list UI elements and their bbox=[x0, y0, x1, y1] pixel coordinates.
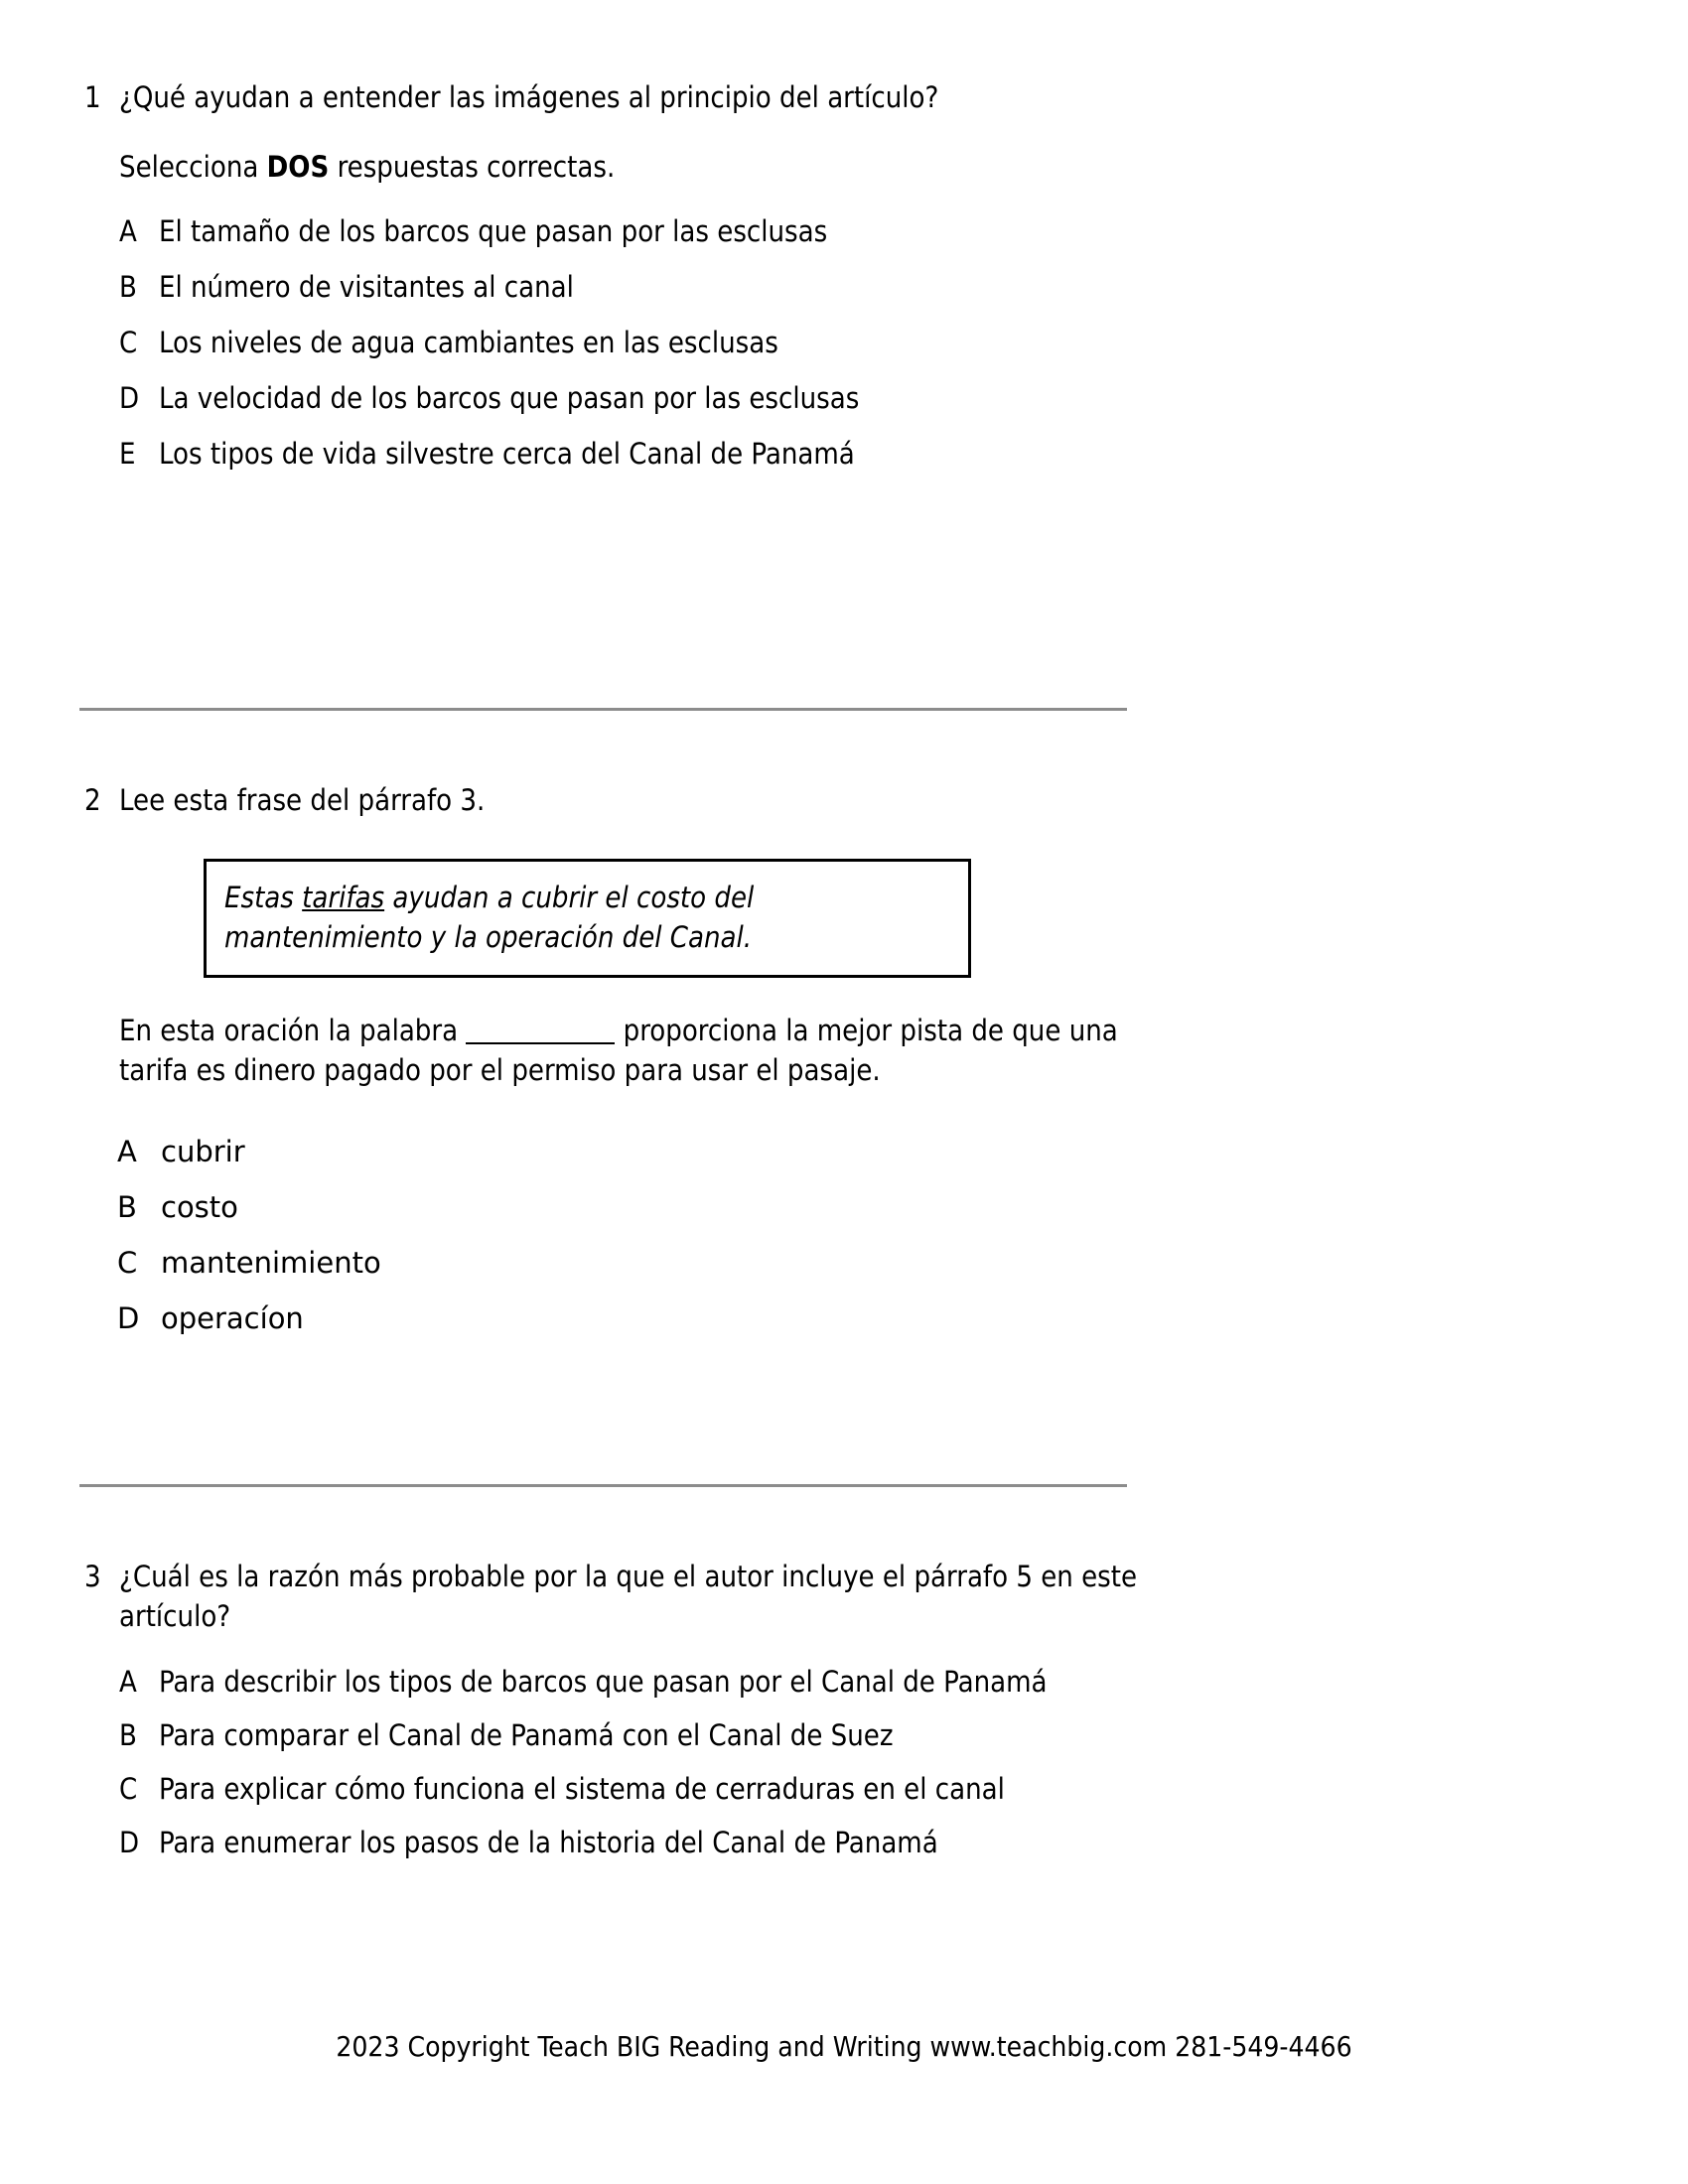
quote-text-before: Estas bbox=[224, 881, 303, 914]
quote-box bbox=[204, 859, 971, 978]
option-2c[interactable] bbox=[0, 1243, 1688, 1283]
option-3c-text: Para explicar cómo funciona el sistema de cerraduras en el canal bbox=[159, 1772, 1005, 1806]
answer-blank[interactable] bbox=[466, 1042, 615, 1044]
question-2-stem-row bbox=[0, 780, 1688, 820]
question-1-instruction bbox=[0, 147, 1688, 187]
option-3a[interactable] bbox=[0, 1662, 1688, 1702]
option-1a[interactable] bbox=[0, 211, 1688, 251]
option-2a-text: cubrir bbox=[161, 1135, 245, 1168]
option-2d-text: operacíon bbox=[161, 1301, 304, 1335]
option-1a-text: El tamaño de los barcos que pasan por las esclusas bbox=[159, 214, 828, 248]
option-3c[interactable] bbox=[0, 1769, 1688, 1809]
question-2-options bbox=[0, 1132, 1688, 1338]
option-1c[interactable] bbox=[0, 323, 1688, 362]
option-2d-letter: D bbox=[117, 1301, 140, 1335]
option-1e-text: Los tipos de vida silvestre cerca del Canal de Panamá bbox=[159, 437, 855, 471]
option-1a-letter: A bbox=[119, 214, 137, 248]
question-1-options bbox=[0, 211, 1688, 474]
quote-text bbox=[224, 878, 950, 957]
option-3c-letter: C bbox=[119, 1772, 138, 1806]
question-3-stem-row bbox=[0, 1557, 1688, 1636]
option-1c-letter: C bbox=[119, 326, 138, 359]
option-3a-letter: A bbox=[119, 1665, 137, 1699]
section-divider-1 bbox=[79, 708, 1127, 711]
option-3d-text: Para enumerar los pasos de la historia del Canal de Panamá bbox=[159, 1826, 938, 1859]
option-3d[interactable] bbox=[0, 1823, 1688, 1862]
question-3-stem-text: ¿Cuál es la razón más probable por la que el autor incluye el párrafo 5 en este artículo? bbox=[119, 1560, 1138, 1633]
quote-text-after: ayudan a cubrir el costo del mantenimiento y la operación del Canal. bbox=[224, 881, 755, 954]
option-1b-text: El número de visitantes al canal bbox=[159, 270, 574, 304]
question-3 bbox=[0, 1557, 1688, 1862]
option-3b-text: Para comparar el Canal de Panamá con el Canal de Suez bbox=[159, 1718, 894, 1752]
question-1 bbox=[0, 77, 1688, 474]
option-1d[interactable] bbox=[0, 378, 1688, 418]
question-1-instruction-after: respuestas correctas. bbox=[329, 150, 616, 184]
option-2a-letter: A bbox=[117, 1135, 137, 1168]
question-2-prompt bbox=[0, 1011, 1152, 1090]
question-2-prompt-before: En esta oración la palabra bbox=[119, 1014, 467, 1047]
question-3-options bbox=[0, 1662, 1688, 1862]
section-divider-2 bbox=[79, 1484, 1127, 1487]
option-1e[interactable] bbox=[0, 434, 1688, 474]
option-3d-letter: D bbox=[119, 1826, 140, 1859]
option-3b[interactable] bbox=[0, 1715, 1688, 1755]
option-2c-text: mantenimiento bbox=[161, 1246, 381, 1280]
option-2b[interactable] bbox=[0, 1187, 1688, 1227]
option-1b-letter: B bbox=[119, 270, 137, 304]
option-1c-text: Los niveles de agua cambiantes en las esclusas bbox=[159, 326, 778, 359]
question-1-instruction-emphasis: DOS bbox=[266, 150, 330, 184]
question-3-number: 3 bbox=[84, 1560, 101, 1593]
copyright-footer: 2023 Copyright Teach BIG Reading and Writing www.teachbig.com 281-549-4466 bbox=[336, 2030, 1352, 2063]
option-1b[interactable] bbox=[0, 267, 1688, 307]
question-2-number: 2 bbox=[84, 783, 101, 817]
option-2b-letter: B bbox=[117, 1190, 137, 1224]
option-3a-text: Para describir los tipos de barcos que pasan por el Canal de Panamá bbox=[159, 1665, 1048, 1699]
question-2-prompt-block bbox=[0, 1011, 1688, 1338]
option-2d[interactable] bbox=[0, 1298, 1688, 1338]
question-1-number: 1 bbox=[84, 80, 101, 114]
question-1-stem-text: ¿Qué ayudan a entender las imágenes al principio del artículo? bbox=[119, 80, 939, 114]
question-2-stem-text: Lee esta frase del párrafo 3. bbox=[119, 783, 486, 817]
option-1d-letter: D bbox=[119, 381, 140, 415]
option-2c-letter: C bbox=[117, 1246, 138, 1280]
quote-underlined-word: tarifas bbox=[302, 881, 385, 914]
option-1e-letter: E bbox=[119, 437, 136, 471]
option-2a[interactable] bbox=[0, 1132, 1688, 1171]
option-2b-text: costo bbox=[161, 1190, 238, 1224]
question-2 bbox=[0, 780, 1688, 820]
option-1d-text: La velocidad de los barcos que pasan por las esclusas bbox=[159, 381, 860, 415]
question-1-stem-row bbox=[0, 77, 1688, 117]
option-3b-letter: B bbox=[119, 1718, 137, 1752]
question-1-instruction-before: Selecciona bbox=[119, 150, 267, 184]
question-2-prompt-after: proporciona la mejor pista de que una tarifa es dinero pagado por el permiso para usar el pasaje. bbox=[119, 1014, 1118, 1087]
